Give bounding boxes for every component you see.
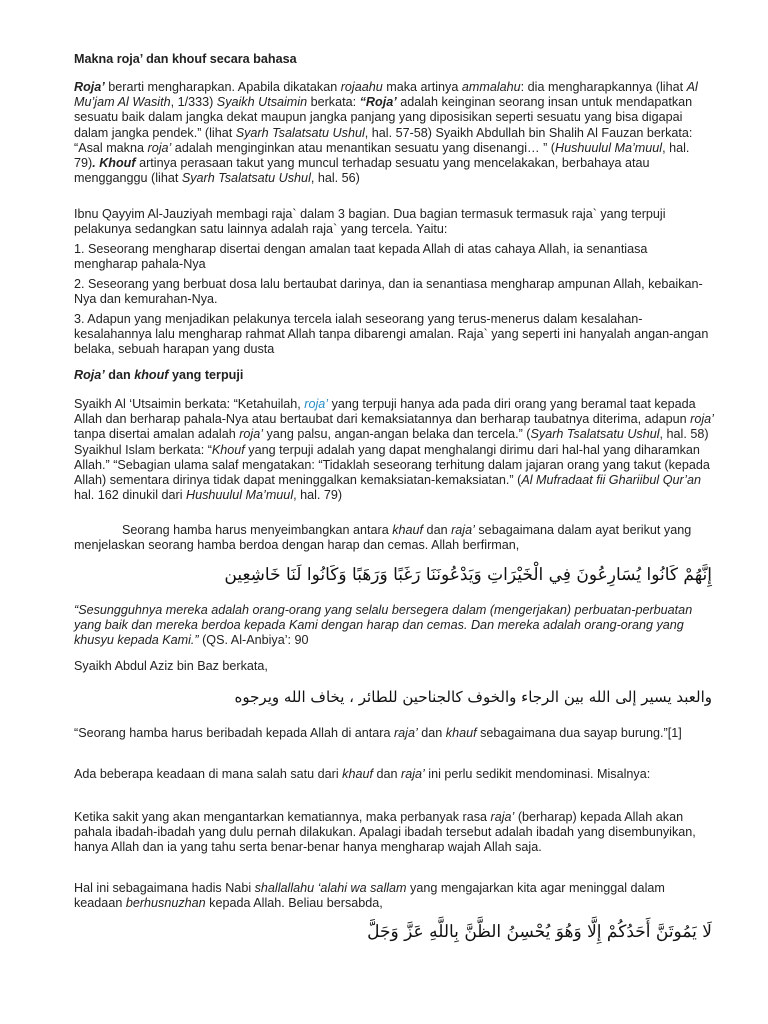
text-run: berkata: xyxy=(307,95,360,110)
paragraph-utsaimin xyxy=(74,397,714,503)
text-run: Hushuulul Ma’muul xyxy=(554,140,663,155)
arabic-hadith: لَا يَمُوتَنَّ أَحَدُكُمْ إِلَّا وَهُوَ يُحْسِنُ الظَّنَّ بِاللَّهِ عَزَّ وَجَلَّ xyxy=(367,922,712,942)
text-run: adalah keinginan seorang insan untuk mendapatkan sesuatu baik dalam jangka dekat maupun jangka panjang yang diposisikan seperti sesuatu yang bisa digapai dalam jangka pendek.” (lihat xyxy=(74,95,693,140)
text-run: , hal. 79) xyxy=(293,488,343,503)
text-run: roja’ xyxy=(147,140,172,155)
text-run: Hushuulul Ma’muul xyxy=(186,488,294,503)
text-run: tanpa disertai amalan adalah xyxy=(74,427,240,442)
text-run: raja’ xyxy=(451,523,475,537)
text-run: roja’ xyxy=(690,412,714,427)
list-item-3: 3. Adapun yang menjadikan pelakunya tercela ialah seseorang yang terus-menerus dalam kesalahan-kesalahannya lalu mengharap rahmat Allah tanpa dibarengi amalan. Raja` yang seperti ini hanyalah angan-angan belaka, sebuah harapan yang dusta xyxy=(74,312,709,357)
heading-terpuji xyxy=(74,368,714,383)
text-run: artinya perasaan takut yang muncul terhadap sesuatu yang mencelakakan, berbahaya atau mengganggu (lihat xyxy=(74,156,650,186)
text-run: yang terpuji adalah yang dapat menghalangi dirimu dari hal-hal yang diharamkan Allah.” “Sebagian ulama salaf mengatakan: “Tidaklah seseorang terhitung dalam jajaran orang yang takut (kepada Allah) sementara dirinya tidak dapat meninggalkan kemaksiatan-kemaksiatan.” ( xyxy=(74,442,710,488)
text-run: khauf xyxy=(392,523,424,537)
translation-text: “Sesungguhnya mereka adalah orang-orang yang selalu bersegera dalam (mengerjakan) perbuatan-perbuatan yang baik dan mereka berdoa kepada Kami dengan harap dan cemas. Dan mereka adalah orang-orang yang khusyu kepada Kami.” xyxy=(74,603,693,648)
text-run: khauf xyxy=(445,726,477,740)
paragraph-hadis xyxy=(74,881,714,911)
text-run: raja’ xyxy=(401,767,425,781)
arabic-quote-bin-baz: والعبد يسير إلى الله بين الرجاء والخوف كالجناحين للطائر ، يخاف الله ويرجوه xyxy=(234,688,712,706)
text-run: hal. 162 dinukil dari xyxy=(74,488,187,503)
text-run: , hal. 58) Syaikhul Islam berkata: “ xyxy=(74,427,709,457)
paragraph-bin-baz: Syaikh Abdul Aziz bin Baz berkata, xyxy=(74,659,268,673)
text-run: Syarh Tsalatsatu Ushul xyxy=(181,171,311,186)
list-item-2: 2. Seseorang yang berbuat dosa lalu bertaubat darinya, dan ia senantiasa mengharap ampunan Allah, kebaikan-Nya dan kemurahan-Nya. xyxy=(74,277,703,307)
text-run: . Khouf xyxy=(92,156,136,171)
text-run: Syarh Tsalatsatu Ushul xyxy=(530,427,660,442)
text-run: maka artinya xyxy=(382,80,462,94)
text-run: Al Mufradaat fii Ghariibul Qur’an xyxy=(521,473,701,488)
text-run: ini perlu sedikit mendominasi. Misalnya: xyxy=(424,767,651,781)
text-run: dan xyxy=(104,368,135,382)
text-run: sebagaimana dalam ayat berikut yang menjelaskan seorang hamba berdoa dengan harap dan cemas. Allah berfirman, xyxy=(74,523,692,553)
text-run: (berharap) kepada Allah akan pahala ibadah-ibadah yang dulu pernah dilakukan. Apalagi ibadah tersebut adalah ibadah yang disembunyikan, hanya Allah dan ia yang tahu serta benar-benar hanya mengharap wajah Allah saja. xyxy=(74,810,696,855)
text-run: berhusnuzhan xyxy=(125,896,206,911)
text-run: yang terpuji xyxy=(168,368,244,382)
text-run: rojaahu xyxy=(340,80,383,94)
text-run: berarti mengharapkan. Apabila dikatakan xyxy=(104,80,341,94)
text-run: Ketika sakit yang akan mengantarkan kematiannya, maka perbanyak rasa xyxy=(74,810,491,824)
text-run: roja’ xyxy=(239,427,264,442)
paragraph-beberapa-keadaan xyxy=(74,767,714,782)
text-run: Al Mu’jam Al Wasith xyxy=(74,80,698,110)
arabic-verse: إِنَّهُمْ كَانُوا يُسَارِعُونَ فِي الْخَيْرَاتِ وَيَدْعُونَنَا رَغَبًا وَرَهَبًا وَكَانُوا لَنَا خَاشِعِين xyxy=(224,565,712,585)
paragraph-ibnu-qayyim: Ibnu Qayyim Al-Jauziyah membagi raja` dalam 3 bagian. Dua bagian termasuk termasuk raja` yang terpuji pelakunya sedangkan satu lainnya adalah raja` yang tercela. Yaitu: xyxy=(74,207,666,237)
list-item-1: 1. Seseorang mengharap disertai dengan amalan taat kepada Allah di atas cahaya Allah, ia senantiasa mengharap pahala-Nya xyxy=(74,242,648,272)
text-run: raja’ xyxy=(393,726,418,740)
text-run: khouf xyxy=(134,368,169,382)
text-run: dan xyxy=(423,523,452,537)
text-run[interactable]: roja’ xyxy=(304,397,329,411)
text-run: , hal. 56) xyxy=(310,171,360,186)
paragraph-dua-sayap xyxy=(74,726,714,741)
text-run: adalah menginginkan atau menantikan sesuatu yang disenangi… ” ( xyxy=(171,140,555,155)
translation-reference: (QS. Al-Anbiya’: 90 xyxy=(198,633,309,648)
text-run: khauf xyxy=(342,767,373,781)
translation-verse xyxy=(74,603,714,649)
text-run: dan xyxy=(372,767,401,781)
text-run: “Seorang hamba harus beribadah kepada Allah di antara xyxy=(74,726,394,740)
text-run: Seorang hamba harus menyeimbangkan antara xyxy=(122,523,393,537)
paragraph-menyeimbangkan xyxy=(74,523,714,553)
text-run: yang mengajarkan kita agar meninggal dalam keadaan xyxy=(74,881,665,911)
text-run: sebagaimana dua sayap burung.”[1] xyxy=(476,726,682,740)
heading-makna: Makna roja’ dan khouf secara bahasa xyxy=(74,52,297,66)
text-run: Syaikh Utsaimin xyxy=(216,95,308,110)
text-run: ammalahu xyxy=(461,80,521,94)
text-run: Hal ini sebagaimana hadis Nabi xyxy=(74,881,255,895)
text-run: kepada Allah. Beliau bersabda, xyxy=(205,896,383,911)
text-run: raja’ xyxy=(490,810,515,824)
text-run: Roja’ xyxy=(74,368,105,382)
text-run: Syaikh Al ‘Utsaimin berkata: “Ketahuilah, xyxy=(74,397,305,411)
paragraph-ketika-sakit xyxy=(74,810,714,856)
paragraph-roja-definition xyxy=(74,80,714,186)
text-run: dan xyxy=(417,726,446,740)
text-run: : dia mengharapkannya (lihat xyxy=(520,80,687,94)
text-run: Ada beberapa keadaan di mana salah satu dari xyxy=(74,767,343,781)
text-run: “Roja’ xyxy=(359,95,397,110)
text-run: yang terpuji hanya ada pada diri orang yang beramal taat kepada Allah dan berharap pahala-Nya atau bertaubat dari kemaksiatannya dan berharap taubatnya diterima, adapun xyxy=(74,397,696,427)
text-run: Syarh Tsalatsatu Ushul xyxy=(235,125,365,140)
text-run: Roja’ xyxy=(74,80,105,94)
text-run: yang palsu, angan-angan belaka dan tercela.” ( xyxy=(263,427,531,442)
text-run: shallallahu ‘alahi wa sallam xyxy=(254,881,407,895)
text-run: , 1/333) xyxy=(170,95,217,110)
text-run: , hal. 79) xyxy=(74,140,690,171)
text-run: Khouf xyxy=(211,442,245,457)
text-run: , hal. 57-58) Syaikh Abdullah bin Shalih Al Fauzan berkata: “Asal makna xyxy=(74,125,693,155)
